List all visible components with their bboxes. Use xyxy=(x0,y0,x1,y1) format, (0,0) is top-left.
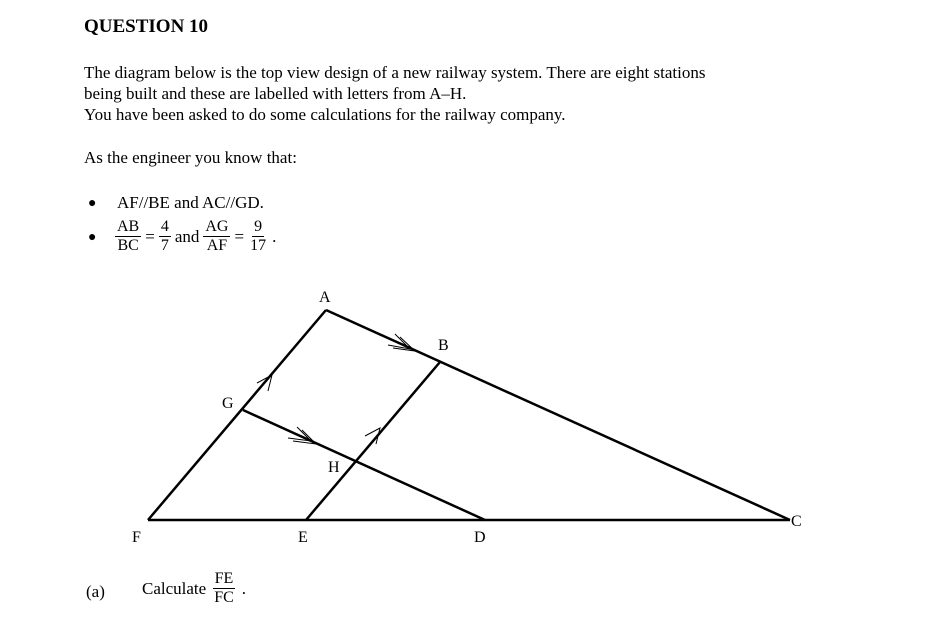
label-h: H xyxy=(328,459,340,476)
label-c: C xyxy=(791,513,802,530)
label-e: E xyxy=(298,529,308,546)
question-title: QUESTION 10 xyxy=(84,16,209,37)
fraction-ab-bc: $\frac{AB}{BC}$ xyxy=(117,218,140,254)
line-af xyxy=(148,310,326,520)
bullet-parallel-statement: AF//BE and AC//GD. xyxy=(117,193,264,212)
label-f: F xyxy=(132,529,141,546)
fraction-ag-af: $\frac{AG}{AF}$ xyxy=(205,218,229,254)
bullet-ratio-statement: $\frac{AB}{BC}$ = $\frac{4}{7}$ and $\frac{AG}{AF}$ = $\frac{9}{17}$ . xyxy=(117,218,277,254)
line-gd xyxy=(243,410,485,520)
label-g: G xyxy=(222,395,234,412)
label-a: A xyxy=(319,289,331,306)
fraction-fe-fc: $\frac{FE}{FC}$ xyxy=(214,570,234,606)
label-d: D xyxy=(474,529,486,546)
intro-line-2: being built and these are labelled with letters from A–H. xyxy=(84,84,467,103)
intro-line-3: You have been asked to do some calculations for the railway company. xyxy=(84,105,566,124)
bullet-icon: ● xyxy=(88,196,97,211)
know-text: As the engineer you know that: xyxy=(84,148,297,167)
bullet-icon: ● xyxy=(88,230,97,245)
fraction-9-17: $\frac{9}{17}$ xyxy=(250,218,267,254)
label-b: B xyxy=(438,337,449,354)
part-a-question: Calculate $\frac{FE}{FC}$ . xyxy=(142,570,247,606)
intro-line-1: The diagram below is the top view design of a new railway system. There are eight stations xyxy=(84,63,706,82)
line-eb xyxy=(306,362,440,520)
part-a-label: (a) xyxy=(86,582,105,601)
fraction-4-7: $\frac{4}{7}$ xyxy=(160,218,169,254)
